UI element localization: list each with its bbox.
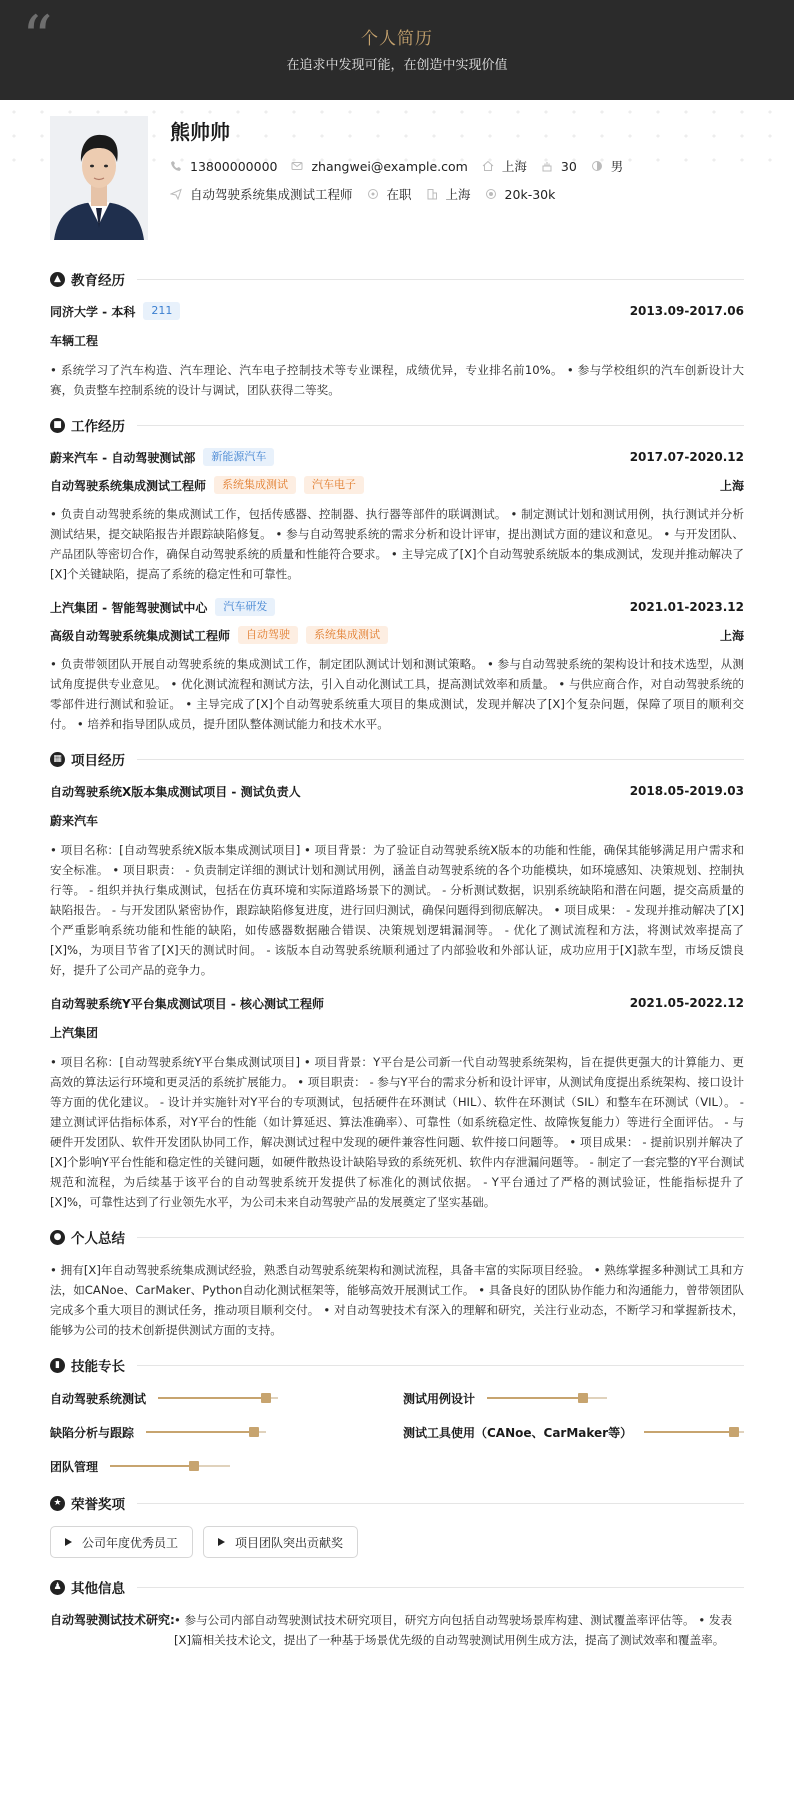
skill-name: 测试用例设计 <box>403 1391 476 1406</box>
phone-text: 13800000000 <box>190 158 278 174</box>
play-icon <box>65 1538 72 1546</box>
award-label: 项目团队突出贡献奖 <box>235 1535 344 1550</box>
target-city-item <box>426 185 471 203</box>
skill-name: 团队管理 <box>50 1459 99 1474</box>
resume-header <box>0 0 794 100</box>
section-title: 荣誉奖项 <box>71 1497 125 1513</box>
age-item <box>541 159 577 174</box>
work-company-row <box>50 448 744 466</box>
company-name: 蔚来汽车 - 自动驾驶测试部 <box>50 450 196 465</box>
work-company-row <box>50 598 744 616</box>
project-name: 自动驾驶系统X版本集成测试项目 - 测试负责人 <box>50 784 301 799</box>
other-info <box>50 1610 744 1650</box>
project-org: 上汽集团 <box>50 1026 99 1040</box>
skill-name: 测试工具使用（CANoe、CarMaker等） <box>403 1425 633 1440</box>
status-icon <box>367 188 379 200</box>
skill-level-bar <box>146 1431 266 1433</box>
skills-grid <box>50 1388 744 1476</box>
work-desc: • 负责自动驾驶系统的集成测试工作，包括传感器、控制器、执行器等部件的联调测试。 • 制定测试计划和测试用例，执行测试并分析测试结果，提交缺陷报告并跟踪缺陷修复。 • 参与自动驾驶系统的需求分析和设计评审，提出测试方面的建议和意见。 • 与开发团队、产品团队等密切合作，确保自动驾驶系统的质量和性能符合要求。 • 主导完成了[X]个自动驾驶系统版本的集成测试，发现并推动解决了[X]个关键缺陷，提高了系统的稳定性和可靠性。 <box>50 507 744 581</box>
graduation-cap-icon: ▲ <box>50 272 65 287</box>
work-city: 上海 <box>719 628 744 643</box>
work-heading <box>50 414 744 436</box>
age-text: 30 <box>560 158 577 174</box>
summary-block <box>50 1260 744 1340</box>
other-label: 自动驾驶测试技术研究: <box>50 1613 175 1627</box>
award-item <box>50 1526 193 1558</box>
divider <box>137 1237 744 1238</box>
play-icon <box>218 1538 225 1546</box>
project-period: 2021.05-2022.12 <box>629 996 744 1010</box>
industry-tag: 新能源汽车 <box>203 448 274 466</box>
education-period: 2013.09-2017.06 <box>629 304 744 318</box>
skill-item <box>50 1422 403 1442</box>
education-row <box>50 302 744 320</box>
major: 车辆工程 <box>50 334 99 348</box>
work-entry <box>50 598 744 734</box>
skill-item <box>50 1456 403 1476</box>
skill-tag: 汽车电子 <box>304 476 364 494</box>
target-position-item <box>170 185 353 203</box>
skills-heading <box>50 1354 744 1376</box>
education-entry <box>50 302 744 400</box>
quote-icon: “ <box>22 3 53 73</box>
divider <box>137 759 744 760</box>
home-icon <box>482 160 494 172</box>
skill-item <box>403 1422 744 1442</box>
status-item <box>367 185 412 203</box>
divider <box>137 1587 744 1588</box>
mail-icon <box>291 160 303 172</box>
project-row <box>50 782 744 800</box>
work-title-row <box>50 476 744 494</box>
awards-list <box>50 1526 744 1558</box>
person-icon: ● <box>50 1230 65 1245</box>
project-desc: • 项目名称：[自动驾驶系统Y平台集成测试项目] • 项目背景：Y平台是公司新一代自动驾驶系统架构，旨在提供更强大的计算能力、更高效的算法运行环境和更灵活的系统扩展能力。 • 项目职责： - 参与Y平台的需求分析和设计评审，从测试角度提出系统架构、接口设计等方面的优化建议。 - 设计并实施针对Y平台的专项测试，包括硬件在环测试（HIL）、软件在环测试（SIL）和整车在环测试（VIL）。 - 建立测试评估指标体系，对Y平台的性能（如计算延迟、算法准确率）、可靠性（如系统稳定性、故障恢复能力）等进行全面评估。 - 与硬件开发团队、软件开发团队协同工作，解决测试过程中发现的硬件兼容性问题、软件接口问题等。 • 项目成果： - 提前识别并解决了[X]个影响Y平台性能和稳定性的关键问题，如硬件散热设计缺陷导致的系统死机、软件内存泄漏问题等。 - 制定了一套完整的Y平台测试规范和流程，为后续基于该平台的自动驾驶系统开发提供了标准化的测试依据。 - Y平台通过了严格的测试验证，性能指标提升了[X]%，可靠性达到了行业领先水平，为公司未来自动驾驶产品的发展奠定了坚实基础。 <box>50 1055 744 1209</box>
work-entry <box>50 448 744 584</box>
briefcase-icon: ■ <box>50 418 65 433</box>
skill-name: 缺陷分析与跟踪 <box>50 1425 135 1440</box>
skill-tag: 系统集成测试 <box>214 476 296 494</box>
salary-icon <box>485 188 497 200</box>
work-period: 2017.07-2020.12 <box>629 450 744 464</box>
section-title: 技能专长 <box>71 1359 125 1375</box>
skill-tag: 自动驾驶 <box>238 626 298 644</box>
summary-heading <box>50 1226 744 1248</box>
skill-tag: 系统集成测试 <box>306 626 388 644</box>
phone-item <box>170 159 277 174</box>
projects-heading <box>50 748 744 770</box>
project-period: 2018.05-2019.03 <box>629 784 744 798</box>
section-title: 工作经历 <box>71 419 125 435</box>
school-tag: 211 <box>143 302 180 320</box>
divider <box>137 1503 744 1504</box>
location-text: 上海 <box>501 159 527 174</box>
skill-name: 自动驾驶系统测试 <box>50 1391 147 1406</box>
contact-row <box>170 157 637 175</box>
target-city-text: 上海 <box>445 187 471 202</box>
section-title: 项目经历 <box>71 753 125 769</box>
job-title: 自动驾驶系统集成测试工程师 <box>50 478 207 493</box>
project-entry <box>50 782 744 980</box>
grid-icon: ▦ <box>50 752 65 767</box>
profile-photo <box>50 116 148 240</box>
section-title: 教育经历 <box>71 273 125 289</box>
project-name: 自动驾驶系统Y平台集成测试项目 - 核心测试工程师 <box>50 996 325 1011</box>
candidate-name: 熊帅帅 <box>170 120 230 144</box>
section-title: 其他信息 <box>71 1581 125 1597</box>
email-item <box>291 159 467 174</box>
job-title: 高级自动驾驶系统集成测试工程师 <box>50 628 231 643</box>
project-desc: • 项目名称：[自动驾驶系统X版本集成测试项目] • 项目背景：为了验证自动驾驶系统X版本的功能和性能，确保其能够满足用户需求和安全标准。 • 项目职责： - 负责制定详细的测试计划和测试用例，涵盖自动驾驶系统的各个功能模块，如环境感知、决策规划、控制执行等。 - 组织并执行集成测试，包括在仿真环境和实际道路场景下的测试。 - 分析测试数据，识别系统缺陷和潜在问题，提交高质量的缺陷报告。 - 与开发团队紧密协作，跟踪缺陷修复进度，进行回归测试，确保问题得到彻底解决。 • 项目成果： - 发现并推动解决了[X]个严重影响系统功能和性能的缺陷，如传感器数据融合错误、决策规划逻辑漏洞等。 - 优化了测试流程和方法，将测试效率提高了[X]%，为项目节省了[X]天的测试时间。 - 该版本自动驾驶系统顺利通过了内部验收和外部认证，成功应用于[X]款车型，市场反馈良好，提升了公司产品的竞争力。 <box>50 843 744 977</box>
education-heading <box>50 268 744 290</box>
summary-text: • 拥有[X]年自动驾驶系统集成测试经验，熟悉自动驾驶系统架构和测试流程，具备丰富的实际项目经验。 • 熟练掌握多种测试工具和方法，如CANoe、CarMaker、Python自动化测试框架等，能够高效开展测试工作。 • 具备良好的团队协作能力和沟通能力，曾带领团队完成多个重大项目的测试任务，推动项目顺利交付。 • 对自动驾驶技术有深入的理解和研究，关注行业动态，不断学习和掌握新技术，能够为公司的技术创新提供测试方面的支持。 <box>50 1263 744 1337</box>
salary-item <box>485 187 556 202</box>
gender-item <box>591 157 624 175</box>
building-icon <box>426 188 438 200</box>
section-title: 个人总结 <box>71 1231 125 1247</box>
resume-subtitle: 在追求中发现可能，在创造中实现价值 <box>286 58 508 73</box>
skill-item <box>50 1388 403 1408</box>
cake-icon <box>541 160 553 172</box>
target-position-text: 自动驾驶系统集成测试工程师 <box>190 187 353 202</box>
send-icon <box>170 188 182 200</box>
skill-level-bar <box>110 1465 230 1467</box>
resume-title: 个人简历 <box>361 29 433 49</box>
company-name: 上汽集团 - 智能驾驶测试中心 <box>50 600 208 615</box>
trophy-icon: ★ <box>50 1496 65 1511</box>
status-text: 在职 <box>386 187 412 202</box>
work-city: 上海 <box>719 478 744 493</box>
skill-item <box>403 1388 744 1408</box>
gender-icon <box>591 160 603 172</box>
gender-text: 男 <box>610 159 624 174</box>
award-label: 公司年度优秀员工 <box>82 1535 179 1550</box>
work-period: 2021.01-2023.12 <box>629 600 744 614</box>
awards-heading <box>50 1492 744 1514</box>
other-text: • 参与公司内部自动驾驶测试技术研究项目，研究方向包括自动驾驶场景库构建、测试覆盖率评估等。 • 发表[X]篇相关技术论文，提出了一种基于场景优先级的自动驾驶测试用例生成方法，提高了测试效率和覆盖率。 <box>174 1613 733 1647</box>
skill-level-bar <box>644 1431 744 1433</box>
divider <box>137 425 744 426</box>
project-row <box>50 994 744 1012</box>
industry-tag: 汽车研发 <box>215 598 275 616</box>
job-intent-row <box>170 185 637 203</box>
education-desc: • 系统学习了汽车构造、汽车理论、汽车电子控制技术等专业课程，成绩优异，专业排名前10%。 • 参与学校组织的汽车创新设计大赛，负责整车控制系统的设计与调试，团队获得二等奖。 <box>50 363 744 397</box>
email-text: zhangwei@example.com <box>311 158 468 174</box>
project-org: 蔚来汽车 <box>50 814 99 828</box>
skill-level-bar <box>487 1397 607 1399</box>
phone-icon <box>170 160 182 172</box>
work-title-row <box>50 626 744 644</box>
resume-content <box>50 268 744 1650</box>
location-item <box>482 157 527 175</box>
other-heading <box>50 1576 744 1598</box>
divider <box>137 279 744 280</box>
people-icon: ♟ <box>50 1580 65 1595</box>
salary-text: 20k-30k <box>504 186 556 202</box>
school-name: 同济大学 - 本科 <box>50 304 136 319</box>
bar-chart-icon: ▮ <box>50 1358 65 1373</box>
project-entry <box>50 994 744 1212</box>
skill-level-bar <box>158 1397 278 1399</box>
award-item <box>203 1526 358 1558</box>
work-desc: • 负责带领团队开展自动驾驶系统的集成测试工作，制定团队测试计划和测试策略。 • 参与自动驾驶系统的架构设计和技术选型，从测试角度提供专业意见。 • 优化测试流程和测试方法，引入自动化测试工具，提高测试效率和质量。 • 与供应商合作，对自动驾驶系统的零部件进行测试和验证。 • 主导完成了[X]个自动驾驶系统重大项目的集成测试，发现并解决了[X]个复杂问题，保障了项目的顺利交付。 • 培养和指导团队成员，提升团队整体测试能力和技术水平。 <box>50 657 744 731</box>
basic-info <box>170 116 637 203</box>
divider <box>137 1365 744 1366</box>
